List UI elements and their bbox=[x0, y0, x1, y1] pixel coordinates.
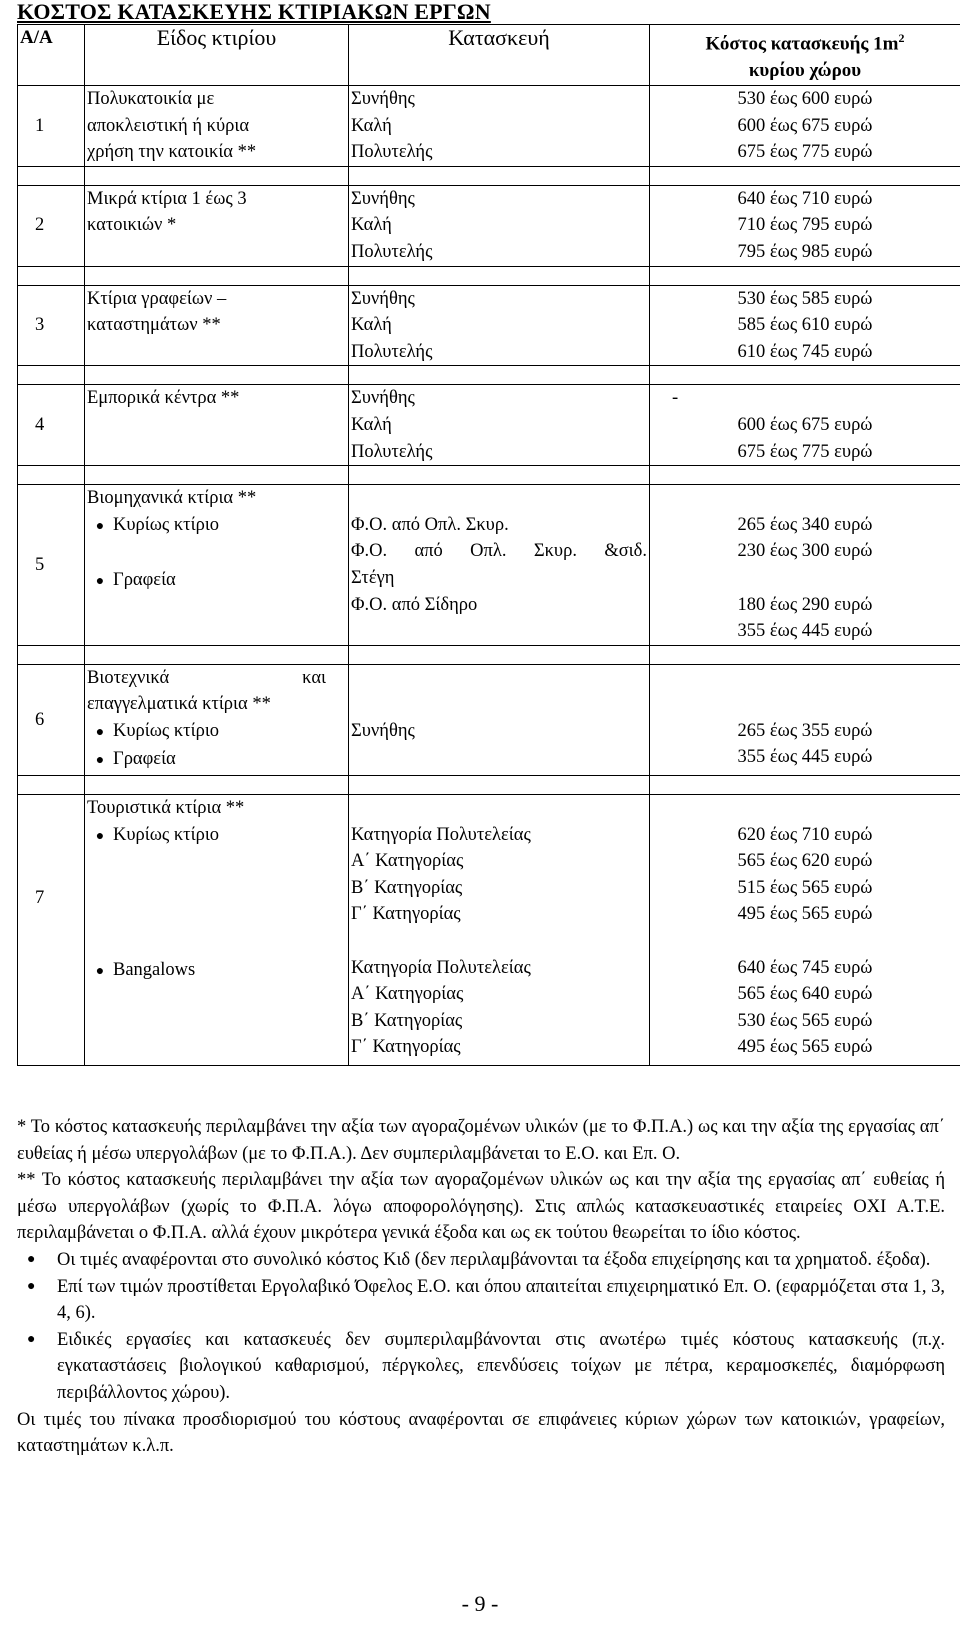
building-type-line: Βιομηχανικά κτίρια ** bbox=[87, 488, 257, 509]
bullet-icon: ● bbox=[27, 1278, 36, 1294]
building-type-line: Πολυκατοικία με bbox=[87, 89, 215, 109]
cost-line: 180 έως 290 ευρώ bbox=[737, 594, 873, 615]
bullet-item bbox=[87, 746, 346, 775]
spacer-row bbox=[18, 166, 960, 185]
blank-line bbox=[87, 596, 346, 623]
table-row bbox=[18, 664, 960, 775]
bullet-text: Κυρίως κτίριο bbox=[113, 720, 220, 741]
construction-line: Συνήθης bbox=[351, 288, 415, 309]
construction-cell bbox=[349, 664, 650, 775]
building-type-line: αποκλειστική ή κύρια bbox=[87, 115, 250, 136]
note-bullet bbox=[17, 1274, 945, 1327]
header-cost-line1: Κόστος κατασκευής 1m bbox=[705, 33, 899, 55]
cost-cell bbox=[650, 86, 960, 167]
construction-line: Πολυτελής bbox=[351, 441, 433, 462]
final-note: Οι τιμές του πίνακα προσδιορισμού του κόστους αναφέρονται σε επιφάνειες κύριων χώρων των κατοικιών, γραφείων, καταστημάτων κ.λ.π. bbox=[17, 1409, 945, 1457]
table-row bbox=[18, 795, 960, 1066]
cost-line: 495 έως 565 ευρώ bbox=[737, 1037, 873, 1058]
footnote-double-star: ** Το κόστος κατασκευής περιλαμβάνει την αξία των αγοραζομένων υλικών ως και την αξία της εργασίας απ΄ ευθείας ή μέσω υπεργολάβων (χωρίς το Φ.Π.Α. λόγω αποφορολόγησης). Στις απλώς κατασκευαστικές εταιρείες ΟΧΙ Α.Τ.Ε. περιλαμβάνεται ο Φ.Π.Α. αλλά έχουν μικρότερα γενικά έξοδα και ως εκ τούτου θεωρείται το ίδιο κόστος. bbox=[17, 1170, 945, 1244]
blank-line bbox=[351, 928, 647, 955]
blank-line bbox=[351, 485, 647, 512]
table-header-row bbox=[18, 25, 960, 86]
row-number: 7 bbox=[18, 795, 85, 1066]
blank-line bbox=[87, 877, 346, 904]
bullet-icon: ● bbox=[27, 1251, 36, 1267]
row-number: 1 bbox=[18, 86, 85, 167]
blank-line bbox=[351, 665, 647, 692]
building-type-word: και bbox=[302, 667, 326, 688]
footnote-single-star: * Το κόστος κατασκευής περιλαμβάνει την αξία των αγοραζομένων υλικών (με το Φ.Π.Α.) ως και την αξία της εργασίας απ΄ ευθείας ή μέσω υπεργολάβων (με το Φ.Π.Α.). Δεν συμπεριλαμβάνεται το Ε.Ο. και Επ. Ο. bbox=[17, 1117, 945, 1164]
bullet-item bbox=[87, 567, 346, 596]
row-number: 4 bbox=[18, 385, 85, 466]
construction-line: Α΄ Κατηγορίας bbox=[351, 984, 464, 1005]
blank-line bbox=[87, 903, 346, 930]
building-type-cell bbox=[85, 664, 349, 775]
row-number: 3 bbox=[18, 285, 85, 366]
construction-cost-table bbox=[17, 24, 960, 1066]
building-type-word: Βιοτεχνικά bbox=[87, 667, 170, 688]
cost-line: 600 έως 675 ευρώ bbox=[737, 414, 873, 435]
bullet-item bbox=[87, 512, 346, 541]
building-type-line: Εμπορικά κέντρα ** bbox=[87, 388, 240, 409]
page-number: - 9 - bbox=[461, 1591, 499, 1616]
cost-line: - bbox=[672, 388, 679, 409]
blank-line bbox=[351, 691, 647, 718]
blank-line bbox=[87, 985, 346, 1012]
blank-line bbox=[351, 795, 647, 822]
cost-cell bbox=[650, 185, 960, 266]
building-type-cell bbox=[85, 485, 349, 646]
cost-line: 515 έως 565 ευρώ bbox=[737, 877, 873, 898]
bullet-item bbox=[87, 718, 346, 747]
note-bullet-text: Ειδικές εργασίες και κατασκευές δεν συμπεριλαμβάνονται στις ανωτέρω τιμές κόστους κατασκευής (π.χ. εγκαταστάσεις βιολογικού καθαρισμού, πέργκολες, επενδύσεις τοίχων με πέτρα, κεραμοσκεπές, διαμόρφωση περιβάλλοντος χώρου). bbox=[57, 1329, 945, 1403]
building-type-line: Τουριστικά κτίρια ** bbox=[87, 798, 245, 819]
bullet-text: Κυρίως κτίριο bbox=[113, 514, 220, 535]
blank-line bbox=[87, 1012, 346, 1039]
bullet-text: Γραφεία bbox=[113, 569, 176, 590]
blank-line bbox=[652, 928, 958, 955]
cost-line: 620 έως 710 ευρώ bbox=[737, 824, 873, 845]
construction-line: Β΄ Κατηγορίας bbox=[351, 1010, 463, 1031]
cost-line: 565 έως 640 ευρώ bbox=[737, 984, 873, 1005]
header-building-type: Είδος κτιρίου bbox=[85, 25, 349, 86]
spacer-row bbox=[18, 466, 960, 485]
cost-line: 495 έως 565 ευρώ bbox=[737, 904, 873, 925]
blank-line bbox=[87, 850, 346, 877]
blank-line bbox=[87, 930, 346, 957]
construction-line: Πολυτελής bbox=[351, 241, 433, 262]
building-type-line: επαγγελματικά κτίρια ** bbox=[87, 694, 271, 715]
construction-line: Α΄ Κατηγορίας bbox=[351, 851, 464, 872]
building-type-cell bbox=[85, 285, 349, 366]
bullet-text: Bangalows bbox=[113, 959, 196, 980]
cost-cell bbox=[650, 385, 960, 466]
cost-line: 600 έως 675 ευρώ bbox=[737, 115, 873, 136]
cost-line: 610 έως 745 ευρώ bbox=[737, 341, 873, 362]
construction-cell bbox=[349, 285, 650, 366]
bullet-text: Γραφεία bbox=[113, 749, 176, 770]
bullet-icon: ● bbox=[95, 963, 105, 979]
cost-line: 795 έως 985 ευρώ bbox=[737, 241, 873, 262]
construction-line: Στέγη bbox=[351, 567, 395, 588]
row-number: 2 bbox=[18, 185, 85, 266]
bullet-item bbox=[87, 957, 346, 986]
construction-line: Καλή bbox=[351, 414, 392, 435]
cost-line: 230 έως 300 ευρώ bbox=[737, 541, 873, 562]
construction-line: Καλή bbox=[351, 315, 392, 336]
construction-line: Καλή bbox=[351, 115, 392, 136]
header-aa: Α/Α bbox=[18, 25, 85, 86]
bullet-icon: ● bbox=[95, 518, 105, 534]
cost-line: 585 έως 610 ευρώ bbox=[737, 315, 873, 336]
construction-line: Συνήθης bbox=[351, 188, 415, 209]
construction-cell bbox=[349, 86, 650, 167]
note-bullet-text: Επί των τιμών προστίθεται Εργολαβικό Όφελος Ε.Ο. και όπου απαιτείται επιχειρηματικό Επ. Ο. (εφαρμόζεται στα 1, 3, 4, 6). bbox=[57, 1276, 945, 1324]
construction-line: Κατηγορία Πολυτελείας bbox=[351, 824, 531, 845]
table-row bbox=[18, 485, 960, 646]
blank-line bbox=[652, 795, 958, 822]
building-type-line: Μικρά κτίρια 1 έως 3 bbox=[87, 188, 247, 209]
cost-cell bbox=[650, 664, 960, 775]
footnotes bbox=[17, 1114, 945, 1460]
construction-line: Συνήθης bbox=[351, 388, 415, 409]
cost-line: 675 έως 775 ευρώ bbox=[737, 441, 873, 462]
cost-line: 265 έως 355 ευρώ bbox=[737, 720, 873, 741]
cost-line: 530 έως 585 ευρώ bbox=[737, 288, 873, 309]
header-cost bbox=[650, 25, 960, 86]
construction-line: Φ.Ο. από Σίδηρο bbox=[351, 594, 478, 615]
cost-line: 530 έως 565 ευρώ bbox=[737, 1010, 873, 1031]
building-type-line: κατοικιών * bbox=[87, 215, 177, 236]
blank-line bbox=[652, 665, 958, 692]
construction-cell bbox=[349, 185, 650, 266]
spacer-row bbox=[18, 645, 960, 664]
building-type-cell bbox=[85, 385, 349, 466]
blank-line bbox=[652, 691, 958, 718]
construction-cell bbox=[349, 385, 650, 466]
construction-line: Γ΄ Κατηγορίας bbox=[351, 904, 461, 925]
building-type-line bbox=[87, 665, 346, 692]
header-cost-line2: κυρίου χώρου bbox=[748, 59, 862, 81]
row-number: 6 bbox=[18, 664, 85, 775]
construction-line: Β΄ Κατηγορίας bbox=[351, 877, 463, 898]
cost-line: 355 έως 445 ευρώ bbox=[737, 747, 873, 768]
bullet-text: Κυρίως κτίριο bbox=[113, 824, 220, 845]
spacer-row bbox=[18, 266, 960, 285]
cost-cell bbox=[650, 485, 960, 646]
cost-line: 565 έως 620 ευρώ bbox=[737, 851, 873, 872]
spacer-row bbox=[18, 776, 960, 795]
note-bullet-text: Οι τιμές αναφέρονται στο συνολικό κόστος Κιδ (δεν περιλαμβάνονται τα έξοδα επιχείρησης και τα χρηματοδ. έξοδα). bbox=[57, 1249, 931, 1270]
cost-line: 640 έως 710 ευρώ bbox=[737, 188, 873, 209]
blank-line bbox=[652, 565, 958, 592]
construction-cell bbox=[349, 485, 650, 646]
construction-line: Συνήθης bbox=[351, 89, 415, 109]
construction-line: Πολυτελής bbox=[351, 341, 433, 362]
spacer-row bbox=[18, 366, 960, 385]
cost-cell bbox=[650, 795, 960, 1066]
cost-line: 265 έως 340 ευρώ bbox=[737, 514, 873, 535]
row-number: 5 bbox=[18, 485, 85, 646]
cost-cell bbox=[650, 285, 960, 366]
blank-line bbox=[351, 744, 647, 771]
cost-line: 640 έως 745 ευρώ bbox=[737, 957, 873, 978]
cost-line: 530 έως 600 ευρώ bbox=[737, 89, 873, 109]
header-cost-sup: 2 bbox=[898, 31, 905, 45]
construction-line: Φ.Ο. από Οπλ. Σκυρ. &σιδ. bbox=[351, 541, 647, 562]
cost-line: 710 έως 795 ευρώ bbox=[737, 215, 873, 236]
bullet-icon: ● bbox=[95, 573, 105, 589]
blank-line bbox=[87, 540, 346, 567]
page-title: ΚΟΣΤΟΣ ΚΑΤΑΣΚΕΥΗΣ ΚΤΙΡΙΑΚΩΝ ΕΡΓΩΝ bbox=[17, 0, 491, 24]
construction-cell bbox=[349, 795, 650, 1066]
bullet-icon: ● bbox=[95, 753, 105, 769]
construction-line: Καλή bbox=[351, 215, 392, 236]
blank-line bbox=[652, 485, 958, 512]
building-type-line: καταστημάτων ** bbox=[87, 315, 221, 336]
table-row bbox=[18, 285, 960, 366]
building-type-line: Κτίρια γραφείων – bbox=[87, 288, 227, 309]
cost-line: 355 έως 445 ευρώ bbox=[737, 621, 873, 642]
blank-line bbox=[87, 1038, 346, 1065]
bullet-icon: ● bbox=[27, 1331, 36, 1347]
cost-line: 675 έως 775 ευρώ bbox=[737, 142, 873, 163]
construction-line: Φ.Ο. από Οπλ. Σκυρ. bbox=[351, 514, 509, 535]
header-construction: Κατασκευή bbox=[349, 25, 650, 86]
building-type-line: χρήση την κατοικία ** bbox=[87, 142, 257, 163]
building-type-cell bbox=[85, 795, 349, 1066]
note-bullet bbox=[17, 1327, 945, 1407]
construction-line: Πολυτελής bbox=[351, 142, 433, 163]
table-row bbox=[18, 385, 960, 466]
bullet-icon: ● bbox=[95, 724, 105, 740]
building-type-cell bbox=[85, 86, 349, 167]
table-row bbox=[18, 185, 960, 266]
table-row bbox=[18, 86, 960, 167]
building-type-cell bbox=[85, 185, 349, 266]
construction-line: Κατηγορία Πολυτελείας bbox=[351, 957, 531, 978]
construction-line: Συνήθης bbox=[351, 720, 415, 741]
construction-line: Γ΄ Κατηγορίας bbox=[351, 1037, 461, 1058]
bullet-item bbox=[87, 822, 346, 851]
bullet-icon: ● bbox=[95, 828, 105, 844]
note-bullet bbox=[17, 1247, 945, 1274]
